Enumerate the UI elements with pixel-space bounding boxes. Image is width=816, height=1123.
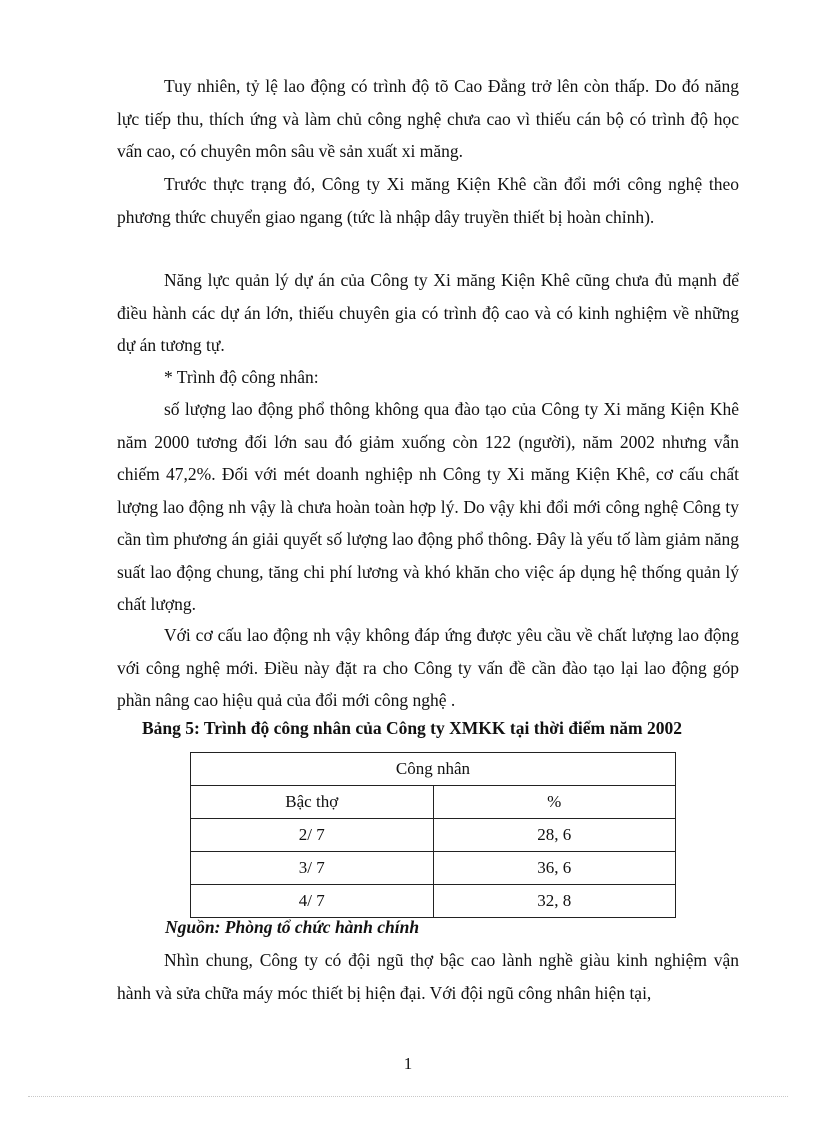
paragraph-heading-workers: * Trình độ công nhân:	[164, 367, 319, 387]
page-bottom-divider	[28, 1096, 788, 1097]
column-header-grade: Bậc thợ	[191, 786, 434, 819]
table-caption: Bảng 5: Trình độ công nhân của Công ty XMKK tại thời điểm năm 2002	[142, 718, 682, 738]
paragraph-4: số lượng lao động phổ thông không qua đào tạo của Công ty Xi măng Kiện Khê năm 2000 tương đối lớn sau đó giảm xuống còn 122 (người), năm 2002 nhưng vẫn chiếm 47,2%. Đối với mét doanh nghiệp nh Công ty Xi măng Kiện Khê, cơ cấu chất lượng lao động nh vậy là chưa hoàn toàn hợp lý. Do vậy khi đổi mới công nghệ Công ty cần tìm phương án giải quyết số lượng lao động phổ thông. Đây là yếu tố làm giảm năng suất lao động chung, tăng chi phí lương và khó khăn cho việc áp dụng hệ thống quản lý chất lượng.	[117, 399, 739, 614]
table-group-header-row	[191, 753, 676, 786]
table-cell: 36, 6	[433, 852, 676, 885]
table-source: Nguồn: Phòng tổ chức hành chính	[165, 917, 420, 937]
table-row	[191, 885, 676, 918]
worker-level-table	[190, 752, 676, 918]
paragraph-1: Tuy nhiên, tỷ lệ lao động có trình độ tõ Cao Đẳng trở lên còn thấp. Do đó năng lực tiếp thu, thích ứng và làm chủ công nghệ chưa cao vì thiếu cán bộ có trình độ học vấn cao, có chuyên môn sâu về sản xuất xi măng.	[117, 76, 739, 161]
table-cell: 32, 8	[433, 885, 676, 918]
table-cell: 4/ 7	[191, 885, 434, 918]
table-cell: 28, 6	[433, 819, 676, 852]
column-header-percent: %	[433, 786, 676, 819]
table-group-header: Công nhân	[191, 753, 676, 786]
paragraph-2: Trước thực trạng đó, Công ty Xi măng Kiện Khê cần đổi mới công nghệ theo phương thức chuyển giao ngang (tức là nhập dây truyền thiết bị hoàn chỉnh).	[117, 174, 739, 227]
paragraph-3: Năng lực quản lý dự án của Công ty Xi măng Kiện Khê cũng chưa đủ mạnh để điều hành các dự án lớn, thiếu chuyên gia có trình độ cao và có kinh nghiệm về những dự án tương tự.	[117, 270, 739, 355]
paragraph-5: Với cơ cấu lao động nh vậy không đáp ứng được yêu cầu về chất lượng lao động với công nghệ mới. Điều này đặt ra cho Công ty vấn đề cần đào tạo lại lao động góp phần nâng cao hiệu quả của đổi mới công nghệ .	[117, 625, 739, 710]
table-row	[191, 852, 676, 885]
table-cell: 2/ 7	[191, 819, 434, 852]
table-header-row	[191, 786, 676, 819]
table-cell: 3/ 7	[191, 852, 434, 885]
page-number: 1	[403, 1054, 413, 1073]
paragraph-6: Nhìn chung, Công ty có đội ngũ thợ bậc cao lành nghề giàu kinh nghiệm vận hành và sửa chữa máy móc thiết bị hiện đại. Với đội ngũ công nhân hiện tại,	[117, 950, 739, 1003]
table-row	[191, 819, 676, 852]
